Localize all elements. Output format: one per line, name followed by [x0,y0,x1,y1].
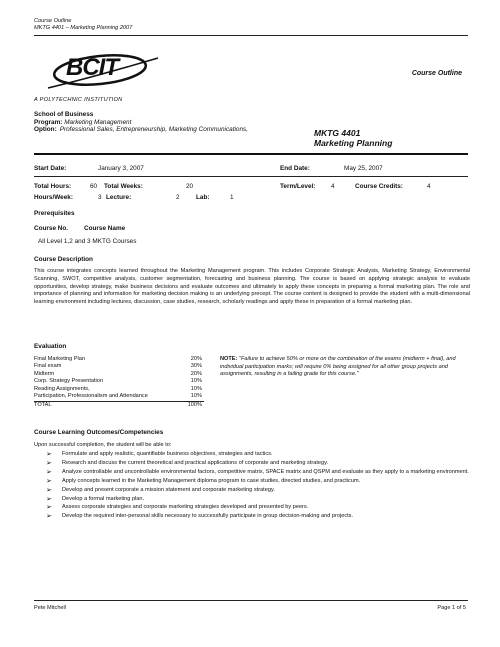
course-title: Marketing Planning [314,138,393,148]
evaluation-row: Final exam 30% [34,363,202,370]
arrow-bullet-icon: ➢ [46,459,52,467]
end-date-value: May 25, 2007 [344,165,383,172]
arrow-bullet-icon: ➢ [46,513,52,521]
section-rule-2 [34,176,468,177]
outcome-item: ➢ Research and discuss the current theoretical and practical applications of corporate and marketing strategy. [46,459,329,467]
evaluation-row: Reading Assignments, 10% [34,385,202,392]
section-rule-1 [34,153,468,155]
outcomes-intro: Upon successful completion, the student will be able to: [34,442,172,448]
prereq-col-course-name: Course Name [84,225,126,232]
outcome-item: ➢ Apply concepts learned in the Marketing Management diploma program to case studies, directed studies, and practicum. [46,477,361,485]
outcomes-heading: Course Learning Outcomes/Competencies [34,429,164,436]
arrow-bullet-icon: ➢ [46,468,52,476]
term-level-value: 4 [331,183,335,190]
evaluation-total-row: TOTAL 100% [34,402,202,409]
prereq-row: All Level 1,2 and 3 MKTG Courses [38,238,137,245]
course-heading [314,128,392,148]
start-date-value: January 3, 2007 [98,165,144,172]
hours-row-1 [34,183,71,191]
option-label: Option: [34,126,57,134]
running-header [34,18,132,31]
footer-rule [34,600,468,601]
evaluation-heading: Evaluation [34,343,67,350]
doc-type-label: Course Outline [411,70,462,77]
total-weeks-label: Total Weeks: [104,183,143,190]
arrow-bullet-icon: ➢ [46,495,52,503]
bcit-logo [40,48,160,100]
total-hours-value: 60 [90,183,98,190]
option-value: Professional Sales, Entrepreneurship, Marketing Communications, [59,126,248,134]
arrow-bullet-icon: ➢ [46,477,52,485]
total-weeks-value: 20 [186,183,194,190]
lecture-label: Lecture: [106,194,132,201]
evaluation-table [34,356,204,410]
note-label: NOTE: [220,356,238,362]
outcome-item: ➢ Assess corporate strategies and corporate marketing strategies developed and presented by peers. [46,504,309,512]
arrow-bullet-icon: ➢ [46,486,52,494]
outcome-item: ➢ Develop the required inter-personal skills necessary to successfully participate in group decision-making and projects. [46,513,354,521]
hours-week-label: Hours/Week: [34,194,73,201]
outcome-item: ➢ Analyze controllable and uncontrollable environmental factors, competitive matrix, SPACE matrix and QSPM and evaluate as they apply to a marketing environment. [46,468,469,476]
logo-tagline: A POLYTECHNIC INSTITUTION [34,97,123,103]
total-hours-label: Total Hours: [34,183,72,190]
start-date-label: Start Date: [34,165,67,172]
outcome-item: ➢ Develop and present corporate a mission statement and corporate marketing strategy. [46,486,275,494]
school-block [34,111,274,134]
outcomes-list-container [34,451,470,522]
school-name: School of Business [34,111,94,118]
course-credits-label: Course Credits: [355,183,403,190]
lab-label: Lab: [196,194,210,201]
header-rule [34,35,468,36]
footer-page-number: Page 1 of 5 [437,605,466,611]
hours-week-value: 3 [98,194,102,201]
evaluation-row: Corp. Strategy Presentation 10% [34,378,202,385]
running-header-line1: Course Outline [34,18,72,24]
term-level-label: Term/Level: [280,183,316,190]
outcome-item: ➢ Formulate and apply realistic, quantifiable business objectives, strategies and tactics. [46,451,273,458]
note-text: "Failure to achieve 50% or more on the combination of the exams (midterm + final), and individual participation marks; will require 0% being assigned for all other group projects and assignments, resulting in a failing grade for this course." [220,356,456,378]
evaluation-row: Final Marketing Plan 20% [34,356,202,362]
end-date-label: End Date: [280,165,310,172]
lecture-value: 2 [176,194,180,201]
course-credits-value: 4 [427,183,431,190]
program-value: Marketing Management [64,118,132,126]
description-text: This course integrates concepts learned throughout the Marketing Management program. This includes Corporate Strategic Analysis, Marketing Strategy, Environmental Scanning, SWOT, competitive analysis, customer segmentation, forecasting and business planning. The course is based on applying strategic analysis to evaluate opportunities, develop strategy, make business decisions and evaluate outcomes and ultimately to apply these concepts in preparing a formal marketing plan. The role and importance of planning and information for marketing decision making is an underlying precept. The course content is designed to provide the student with a multi-dimensional learning environment including lectures, discussion, case studies, research, scholarly readings and apply these in preparation of a formal marketing plan. [34,268,470,306]
arrow-bullet-icon: ➢ [46,504,52,512]
lab-value: 1 [230,194,234,201]
outcomes-list [34,451,470,521]
evaluation-note [220,356,470,379]
running-header-line2: MKTG 4401 – Marketing Planning 2007 [34,24,133,31]
description-heading: Course Description [34,256,93,263]
outcome-item: ➢ Develop a formal marketing plan. [46,495,145,503]
evaluation-row: Midterm 20% [34,370,202,377]
footer-author: Pete Mitchell [34,605,67,611]
prereq-col-course-no: Course No. [34,225,69,232]
logo-wordmark: BCIT [66,54,118,81]
program-label: Program: [34,118,63,126]
arrow-bullet-icon: ➢ [46,451,52,458]
evaluation-row: Participation, Professionalism and Attendance 10% [34,393,202,400]
course-code: MKTG 4401 [314,128,361,138]
prerequisites-heading: Prerequisites [34,210,75,217]
